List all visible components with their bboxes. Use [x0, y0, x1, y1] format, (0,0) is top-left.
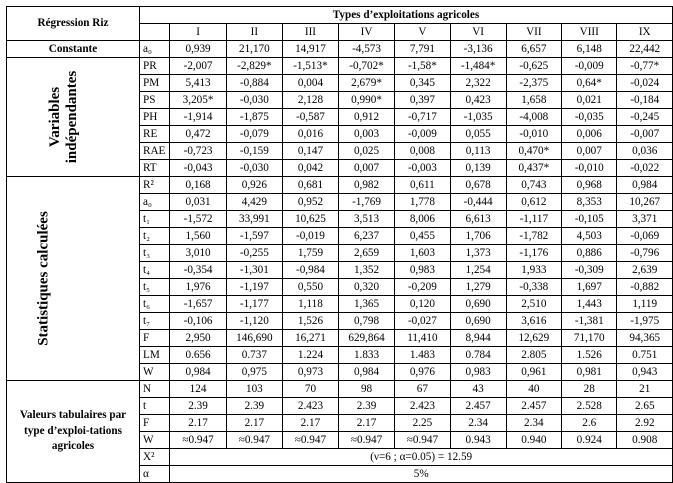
variables-label-line1: Variables	[47, 86, 63, 148]
value-cell: 4,503	[562, 228, 617, 245]
value-cell: 11,410	[395, 330, 451, 347]
tabular-group-label: Valeurs tabulaires par type d’exploi-tations agricoles	[7, 381, 140, 483]
value-cell: -0,106	[170, 313, 226, 330]
value-cell: 0,943	[617, 364, 673, 381]
value-cell: 2.92	[617, 415, 673, 432]
value-cell: 0,016	[282, 126, 338, 143]
var-label: t₆	[140, 296, 170, 313]
var-label: LM	[140, 347, 170, 364]
value-cell: 0,006	[562, 126, 617, 143]
value-cell: -1,769	[338, 194, 394, 211]
value-cell: 0.737	[226, 347, 282, 364]
value-cell: 8,944	[450, 330, 506, 347]
value-cell: 2.25	[395, 415, 451, 432]
value-cell: 0,472	[170, 126, 226, 143]
value-cell: -1,120	[226, 313, 282, 330]
value-cell: -0,010	[562, 160, 617, 177]
value-cell: 2.17	[170, 415, 226, 432]
value-cell: 0,975	[226, 364, 282, 381]
value-cell: 0,113	[450, 143, 506, 160]
value-cell: 2,510	[506, 296, 561, 313]
value-cell: 0,952	[282, 194, 338, 211]
value-cell: 0,003	[338, 126, 394, 143]
value-cell: 1,933	[506, 262, 561, 279]
value-cell: 0,611	[395, 177, 451, 194]
var-label: α	[140, 466, 170, 483]
value-cell: 0,983	[450, 364, 506, 381]
value-cell: -0,984	[282, 262, 338, 279]
value-cell: 1,365	[338, 296, 394, 313]
value-cell: -1,875	[226, 109, 282, 126]
value-cell: 0,007	[562, 143, 617, 160]
value-cell: 1,658	[506, 92, 561, 109]
value-cell: 0,973	[282, 364, 338, 381]
value-cell: 103	[226, 381, 282, 398]
value-cell: -0,625	[506, 58, 561, 75]
value-cell: -0,587	[282, 109, 338, 126]
value-cell: 0.908	[617, 432, 673, 449]
value-cell: 0,470*	[506, 143, 561, 160]
value-cell: 6,148	[562, 41, 617, 58]
value-cell: -1,381	[562, 313, 617, 330]
value-cell: 16,271	[282, 330, 338, 347]
value-cell: 0,743	[506, 177, 561, 194]
value-cell: 2.528	[562, 398, 617, 415]
group-header: Types d’exploitations agricoles	[140, 7, 673, 24]
value-cell: -2,829*	[226, 58, 282, 75]
column-header: II	[226, 24, 282, 41]
value-cell: 43	[450, 381, 506, 398]
stats-group-label	[7, 177, 140, 381]
blank-header	[140, 24, 170, 41]
value-cell: 10,267	[617, 194, 673, 211]
value-cell: 1,352	[338, 262, 394, 279]
value-cell: 0,025	[338, 143, 394, 160]
value-cell: 0,320	[338, 279, 394, 296]
value-cell: 14,917	[282, 41, 338, 58]
value-cell: -0,882	[617, 279, 673, 296]
value-cell: 1,560	[170, 228, 226, 245]
value-cell: -0,309	[562, 262, 617, 279]
value-cell: 0,139	[450, 160, 506, 177]
var-label: PR	[140, 58, 170, 75]
value-cell: -2,007	[170, 58, 226, 75]
value-cell: 1,118	[282, 296, 338, 313]
value-cell: 3,010	[170, 245, 226, 262]
value-cell: 0,678	[450, 177, 506, 194]
var-label: a₀	[140, 41, 170, 58]
value-cell: 94,365	[617, 330, 673, 347]
column-header: I	[170, 24, 226, 41]
value-cell: 2.34	[506, 415, 561, 432]
value-cell: -4,573	[338, 41, 394, 58]
value-cell: 146,690	[226, 330, 282, 347]
value-cell: 0,036	[617, 143, 673, 160]
value-cell: 21,170	[226, 41, 282, 58]
value-cell: -0,796	[617, 245, 673, 262]
value-cell: 1,443	[562, 296, 617, 313]
table-body	[7, 7, 673, 483]
var-label: t₁	[140, 211, 170, 228]
column-header: VII	[506, 24, 561, 41]
value-cell: 1.833	[338, 347, 394, 364]
column-header: VIII	[562, 24, 617, 41]
value-cell: 22,442	[617, 41, 673, 58]
constante-label: Constante	[7, 41, 140, 58]
value-cell: -1,782	[506, 228, 561, 245]
var-label: t₂	[140, 228, 170, 245]
value-cell: -1,914	[170, 109, 226, 126]
column-header: IX	[617, 24, 673, 41]
value-cell: 1,976	[170, 279, 226, 296]
var-label: PH	[140, 109, 170, 126]
stats-label: Statistiques calculées	[35, 211, 52, 346]
value-cell: 2.805	[506, 347, 561, 364]
value-cell: 0,984	[338, 364, 394, 381]
value-cell: 0,64*	[562, 75, 617, 92]
value-cell: -0,030	[226, 92, 282, 109]
value-cell: -0,255	[226, 245, 282, 262]
var-label: t₄	[140, 262, 170, 279]
value-cell: 3,513	[338, 211, 394, 228]
value-cell: 70	[282, 381, 338, 398]
value-cell: -0,009	[395, 126, 451, 143]
value-cell: -1,177	[226, 296, 282, 313]
value-cell: ≈0.947	[226, 432, 282, 449]
value-cell: 0,455	[395, 228, 451, 245]
value-cell: 0,550	[282, 279, 338, 296]
var-label: W	[140, 364, 170, 381]
alpha-value: 5%	[170, 466, 673, 483]
value-cell: -0,884	[226, 75, 282, 92]
value-cell: 6,657	[506, 41, 561, 58]
value-cell: 5,413	[170, 75, 226, 92]
value-cell: 0,926	[226, 177, 282, 194]
value-cell: -0,723	[170, 143, 226, 160]
value-cell: 1,697	[562, 279, 617, 296]
value-cell: 1.224	[282, 347, 338, 364]
value-cell: 1,373	[450, 245, 506, 262]
value-cell: 1.483	[395, 347, 451, 364]
value-cell: -1,117	[506, 211, 561, 228]
value-cell: 4,429	[226, 194, 282, 211]
table-row	[7, 177, 673, 194]
value-cell: 2,322	[450, 75, 506, 92]
value-cell: -1,58*	[395, 58, 451, 75]
value-cell: -0,338	[506, 279, 561, 296]
column-header: III	[282, 24, 338, 41]
value-cell: 2,659	[338, 245, 394, 262]
value-cell: -0,003	[395, 160, 451, 177]
var-label: t₅	[140, 279, 170, 296]
value-cell: -1,975	[617, 313, 673, 330]
value-cell: 0,984	[170, 364, 226, 381]
value-cell: 1,526	[282, 313, 338, 330]
value-cell: 2.17	[226, 415, 282, 432]
value-cell: 0,345	[395, 75, 451, 92]
value-cell: 2.39	[338, 398, 394, 415]
value-cell: -1,035	[450, 109, 506, 126]
value-cell: -1,197	[226, 279, 282, 296]
var-label: a₀	[140, 194, 170, 211]
value-cell: 0,147	[282, 143, 338, 160]
value-cell: 629,864	[338, 330, 394, 347]
value-cell: -0,209	[395, 279, 451, 296]
chi-value: (ν=6 ; α=0.05) = 12.59	[170, 449, 673, 466]
value-cell: -0,010	[506, 126, 561, 143]
value-cell: ≈0.947	[338, 432, 394, 449]
value-cell: 2,950	[170, 330, 226, 347]
value-cell: -0,035	[562, 109, 617, 126]
value-cell: 12,629	[506, 330, 561, 347]
value-cell: 0,961	[506, 364, 561, 381]
table-row	[7, 58, 673, 75]
value-cell: -1,597	[226, 228, 282, 245]
value-cell: 40	[506, 381, 561, 398]
value-cell: 0,983	[395, 262, 451, 279]
value-cell: 0,690	[450, 296, 506, 313]
value-cell: 2.17	[338, 415, 394, 432]
value-cell: 1,119	[617, 296, 673, 313]
value-cell: -1,513*	[282, 58, 338, 75]
value-cell: 1,759	[282, 245, 338, 262]
value-cell: 0,982	[338, 177, 394, 194]
value-cell: -0,184	[617, 92, 673, 109]
column-header: VI	[450, 24, 506, 41]
corner-header: Régression Riz	[7, 7, 140, 41]
value-cell: -3,136	[450, 41, 506, 58]
table-row	[7, 381, 673, 398]
value-cell: ≈0.947	[170, 432, 226, 449]
value-cell: -0,354	[170, 262, 226, 279]
value-cell: 0,976	[395, 364, 451, 381]
value-cell: 0,120	[395, 296, 451, 313]
value-cell: -0,007	[617, 126, 673, 143]
value-cell: -4,008	[506, 109, 561, 126]
value-cell: 0,968	[562, 177, 617, 194]
value-cell: ≈0.947	[395, 432, 451, 449]
value-cell: 33,991	[226, 211, 282, 228]
variables-label-line2: indépendantes	[64, 70, 80, 164]
var-label: t₇	[140, 313, 170, 330]
value-cell: 2.457	[450, 398, 506, 415]
value-cell: 98	[338, 381, 394, 398]
variables-label	[47, 62, 81, 172]
value-cell: 0,939	[170, 41, 226, 58]
value-cell: 1,254	[450, 262, 506, 279]
value-cell: 3,205*	[170, 92, 226, 109]
value-cell: 21	[617, 381, 673, 398]
variables-group-label	[7, 58, 140, 177]
value-cell: 1,706	[450, 228, 506, 245]
table-row	[7, 41, 673, 58]
value-cell: 0,007	[338, 160, 394, 177]
value-cell: -0,245	[617, 109, 673, 126]
var-label: t₃	[140, 245, 170, 262]
var-label: RT	[140, 160, 170, 177]
value-cell: 3,371	[617, 211, 673, 228]
value-cell: 0,612	[506, 194, 561, 211]
regression-table	[6, 6, 673, 483]
value-cell: 0.784	[450, 347, 506, 364]
value-cell: 1,778	[395, 194, 451, 211]
value-cell: 2.39	[170, 398, 226, 415]
value-cell: 2,679*	[338, 75, 394, 92]
value-cell: -1,176	[506, 245, 561, 262]
value-cell: -0,027	[395, 313, 451, 330]
value-cell: 0,798	[338, 313, 394, 330]
value-cell: 0.924	[562, 432, 617, 449]
var-label: F	[140, 415, 170, 432]
value-cell: 2.6	[562, 415, 617, 432]
value-cell: 124	[170, 381, 226, 398]
value-cell: -0,030	[226, 160, 282, 177]
value-cell: 1,603	[395, 245, 451, 262]
value-cell: 6,237	[338, 228, 394, 245]
value-cell: 2,639	[617, 262, 673, 279]
column-header: IV	[338, 24, 394, 41]
var-label: F	[140, 330, 170, 347]
value-cell: 2.457	[506, 398, 561, 415]
value-cell: 0,886	[562, 245, 617, 262]
value-cell: 0,690	[450, 313, 506, 330]
var-label: PM	[140, 75, 170, 92]
value-cell: -1,301	[226, 262, 282, 279]
value-cell: 0,031	[170, 194, 226, 211]
value-cell: -0,069	[617, 228, 673, 245]
value-cell: 1,279	[450, 279, 506, 296]
value-cell: 0,397	[395, 92, 451, 109]
value-cell: 0,681	[282, 177, 338, 194]
value-cell: -0,159	[226, 143, 282, 160]
value-cell: 0,055	[450, 126, 506, 143]
value-cell: 0,423	[450, 92, 506, 109]
value-cell: 2.17	[282, 415, 338, 432]
value-cell: -0,009	[562, 58, 617, 75]
value-cell: 67	[395, 381, 451, 398]
value-cell: 2,128	[282, 92, 338, 109]
value-cell: 3,616	[506, 313, 561, 330]
value-cell: -0,444	[450, 194, 506, 211]
var-label: X²	[140, 449, 170, 466]
value-cell: 0,437*	[506, 160, 561, 177]
value-cell: 10,625	[282, 211, 338, 228]
var-label: R²	[140, 177, 170, 194]
value-cell: -0,019	[282, 228, 338, 245]
value-cell: 0.751	[617, 347, 673, 364]
value-cell: 2.423	[395, 398, 451, 415]
value-cell: 2.423	[282, 398, 338, 415]
value-cell: 0.656	[170, 347, 226, 364]
value-cell: 2.65	[617, 398, 673, 415]
value-cell: 0,008	[395, 143, 451, 160]
value-cell: -0,024	[617, 75, 673, 92]
value-cell: -0,043	[170, 160, 226, 177]
value-cell: 0.943	[450, 432, 506, 449]
var-label: RE	[140, 126, 170, 143]
value-cell: -1,657	[170, 296, 226, 313]
value-cell: 0,168	[170, 177, 226, 194]
value-cell: -1,484*	[450, 58, 506, 75]
var-label: t	[140, 398, 170, 415]
value-cell: 0,912	[338, 109, 394, 126]
value-cell: 2.34	[450, 415, 506, 432]
value-cell: 0.940	[506, 432, 561, 449]
value-cell: 7,791	[395, 41, 451, 58]
value-cell: -1,572	[170, 211, 226, 228]
value-cell: 0,004	[282, 75, 338, 92]
value-cell: 71,170	[562, 330, 617, 347]
value-cell: 0,990*	[338, 92, 394, 109]
value-cell: 2.39	[226, 398, 282, 415]
value-cell: 0,021	[562, 92, 617, 109]
value-cell: 8,006	[395, 211, 451, 228]
var-label: W	[140, 432, 170, 449]
value-cell: 28	[562, 381, 617, 398]
value-cell: 0,981	[562, 364, 617, 381]
value-cell: 8,353	[562, 194, 617, 211]
value-cell: -0,77*	[617, 58, 673, 75]
value-cell: 0,984	[617, 177, 673, 194]
var-label: N	[140, 381, 170, 398]
header-row	[7, 7, 673, 24]
value-cell: 1.526	[562, 347, 617, 364]
var-label: PS	[140, 92, 170, 109]
value-cell: -0,022	[617, 160, 673, 177]
value-cell: -2,375	[506, 75, 561, 92]
value-cell: 0,042	[282, 160, 338, 177]
value-cell: 6,613	[450, 211, 506, 228]
value-cell: -0,079	[226, 126, 282, 143]
regression-table-container	[6, 6, 673, 483]
value-cell: ≈0.947	[282, 432, 338, 449]
var-label: RAE	[140, 143, 170, 160]
value-cell: -0,702*	[338, 58, 394, 75]
value-cell: -0,717	[395, 109, 451, 126]
column-header: V	[395, 24, 451, 41]
value-cell: -0,105	[562, 211, 617, 228]
